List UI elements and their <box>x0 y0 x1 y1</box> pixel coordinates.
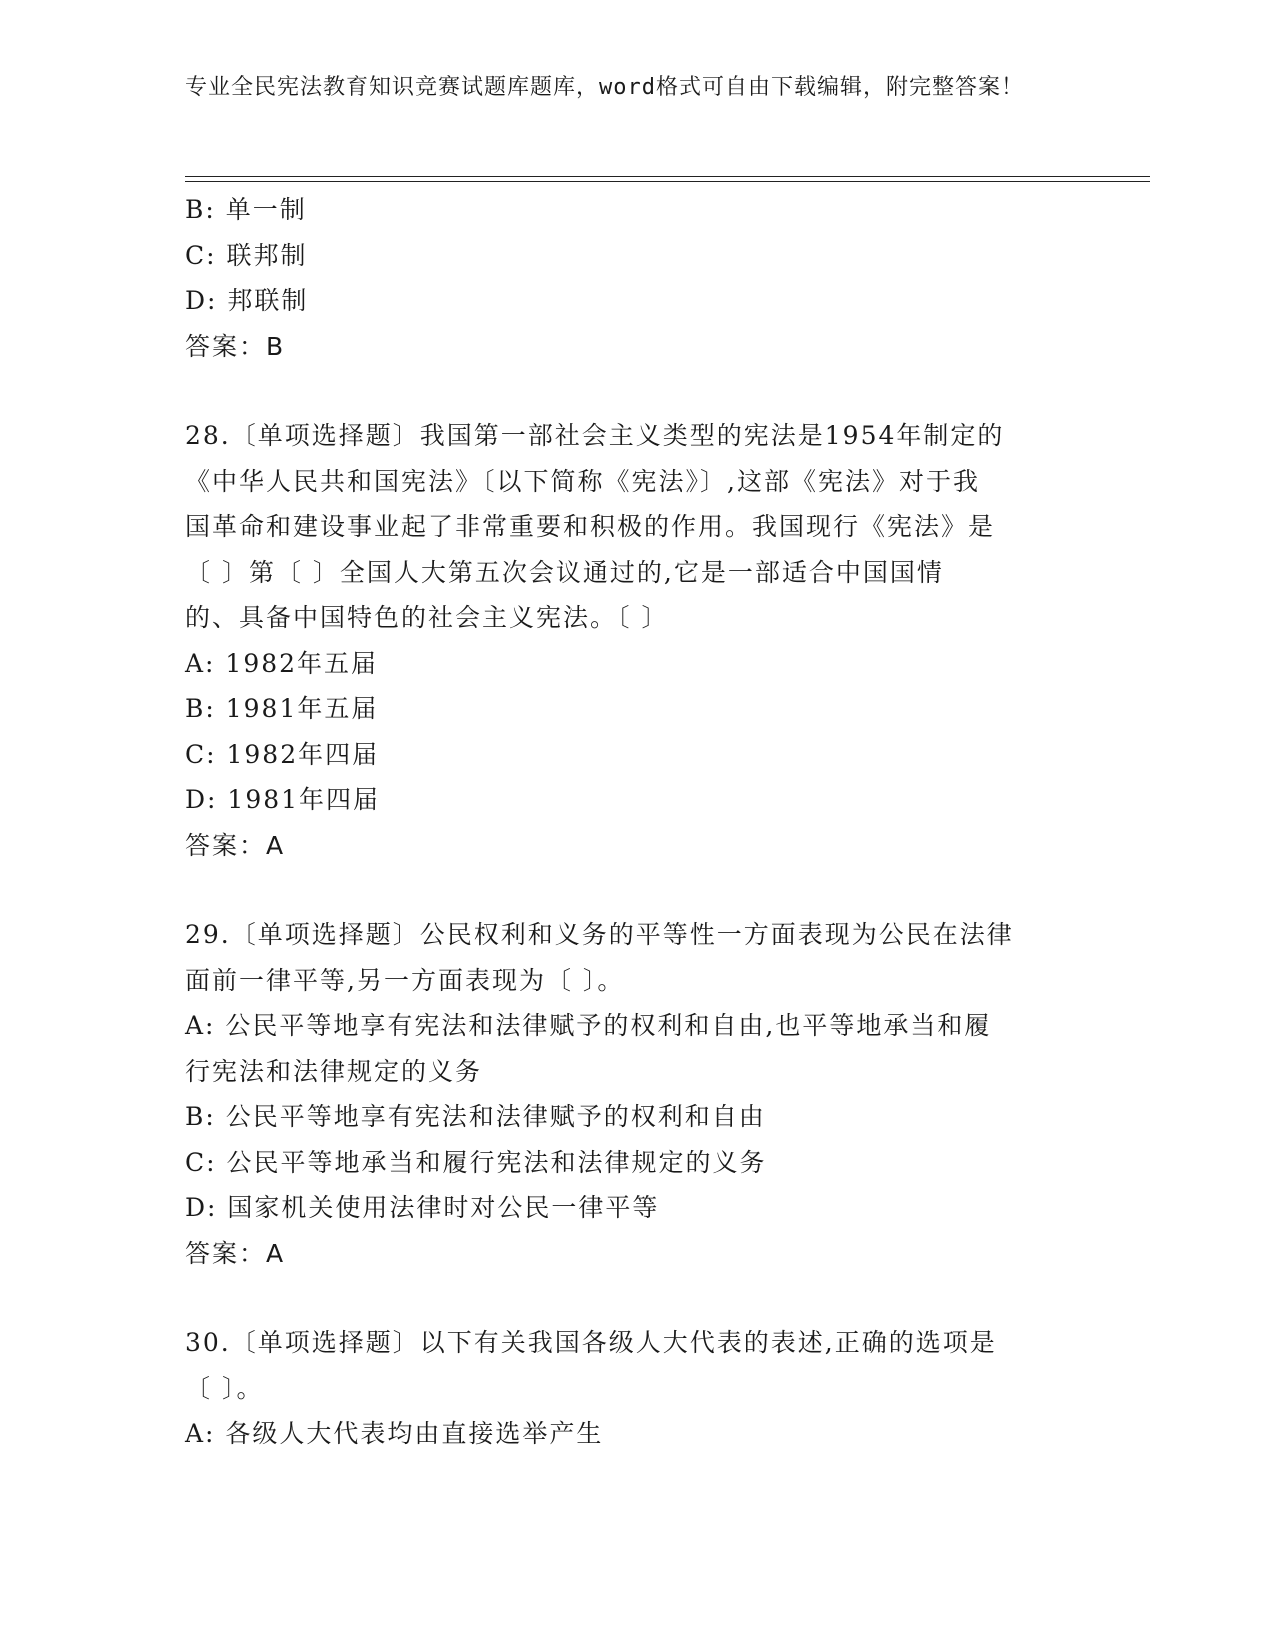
option-c: C: 公民平等地承当和履行宪法和法律规定的义务 <box>185 1147 767 1177</box>
answer-line: 答案：B <box>185 331 286 361</box>
option-b: B: 单一制 <box>185 195 307 224</box>
option-c: C: 联邦制 <box>185 240 308 270</box>
question-stem-line: 28.〔单项选择题〕我国第一部社会主义类型的宪法是1954年制定的 <box>185 421 1005 450</box>
option-d: D: 国家机关使用法律时对公民一律平等 <box>185 1193 660 1222</box>
question-stem-line: 〔 〕第〔 〕全国人大第五次会议通过的,它是一部适合中国国情 <box>185 557 944 587</box>
option-a: A: 1982年五届 <box>185 648 379 678</box>
question-28 <box>185 413 1065 868</box>
option-b: B: 1981年五届 <box>185 694 379 723</box>
option-a: A: 各级人大代表均由直接选举产生 <box>185 1419 604 1448</box>
header-rule-bottom <box>185 181 1150 182</box>
option-d: D: 邦联制 <box>185 286 309 315</box>
question-30 <box>185 1320 1065 1457</box>
page-header: 专业全民宪法教育知识竞赛试题库题库，word格式可自由下载编辑，附完整答案！ <box>185 75 1024 100</box>
question-stem-line: 〔 〕。 <box>185 1373 264 1403</box>
question-stem-line: 30.〔单项选择题〕以下有关我国各级人大代表的表述,正确的选项是 <box>185 1328 997 1357</box>
answer-line: 答案：A <box>185 830 286 860</box>
option-d: D: 1981年四届 <box>185 785 381 814</box>
option-a: A: 公民平等地享有宪法和法律赋予的权利和自由,也平等地承当和履 <box>185 1011 992 1040</box>
answer-line: 答案：A <box>185 1238 286 1268</box>
question-stem-line: 《中华人民共和国宪法》〔以下简称《宪法》〕,这部《宪法》对于我 <box>185 466 980 496</box>
question-29 <box>185 912 1065 1276</box>
question-stem-line: 国革命和建设事业起了非常重要和积极的作用。我国现行《宪法》是 <box>185 512 996 541</box>
question-stem-line: 面前一律平等,另一方面表现为〔 〕。 <box>185 965 625 995</box>
question-stem-line: 的、具备中国特色的社会主义宪法。〔 〕 <box>185 603 669 632</box>
option-c: C: 1982年四届 <box>185 739 380 769</box>
header-rule-top <box>185 176 1150 177</box>
question-stem-line: 29.〔单项选择题〕公民权利和义务的平等性一方面表现为公民在法律 <box>185 920 1014 949</box>
option-b: B: 公民平等地享有宪法和法律赋予的权利和自由 <box>185 1102 766 1131</box>
option-a-continued: 行宪法和法律规定的义务 <box>185 1056 483 1086</box>
question-content <box>185 187 1065 1457</box>
